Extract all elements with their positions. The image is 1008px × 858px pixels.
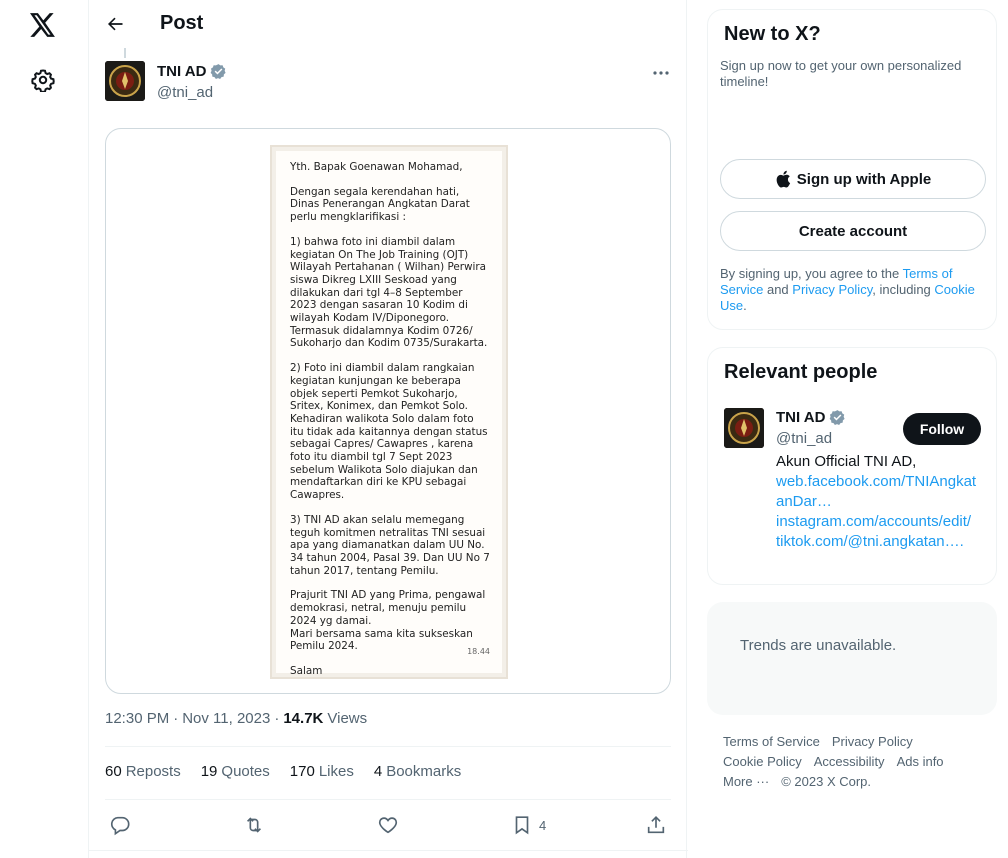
signup-apple-button[interactable]	[720, 159, 986, 199]
signup-subtitle: Sign up now to get your own personalized timeline!	[720, 58, 962, 89]
views-label: Views	[327, 710, 368, 727]
meta-separator: ·	[274, 710, 280, 727]
author-name[interactable]	[157, 63, 227, 80]
person-handle[interactable]: @tni_ad	[776, 430, 833, 447]
footer-link[interactable]: Privacy Policy	[831, 734, 913, 749]
more-icon	[652, 70, 670, 76]
privacy-link[interactable]: Privacy Policy	[792, 282, 873, 297]
signup-card	[707, 9, 997, 330]
legal-prefix: By signing up, you agree to the	[720, 266, 903, 281]
reply-button[interactable]	[109, 808, 131, 842]
footer-link[interactable]: Terms of Service	[723, 734, 820, 749]
legal-suffix: .	[743, 298, 747, 313]
apple-icon	[775, 170, 791, 188]
trends-unavailable-text: Trends are unavailable.	[740, 637, 897, 654]
likes-stat[interactable]	[290, 763, 354, 780]
bookmarks-count: 4	[373, 763, 383, 780]
post-meta	[105, 710, 367, 727]
more-options-button[interactable]	[648, 63, 674, 83]
bookmark-button[interactable]	[511, 808, 546, 842]
gear-icon[interactable]	[30, 67, 56, 93]
footer-copyright: © 2023 X Corp.	[781, 774, 872, 789]
bio-link[interactable]: instagram.com/accounts/edit/	[776, 513, 972, 530]
divider	[105, 746, 671, 747]
verified-badge-icon	[210, 63, 227, 80]
footer-link[interactable]: Ads info	[896, 754, 944, 769]
legal-including: , including	[872, 282, 935, 297]
author-name-text: TNI AD	[157, 63, 207, 80]
repost-icon	[243, 814, 265, 836]
likes-label: Likes	[318, 763, 354, 780]
bio-link[interactable]: tiktok.com/@tni.angkatan….	[776, 533, 964, 550]
post-stats	[105, 763, 461, 780]
terms-link[interactable]: Terms of Service	[720, 266, 953, 297]
back-button[interactable]	[103, 12, 127, 36]
doc-paragraph: Yth. Bapak Goenawan Mohamad,	[290, 161, 463, 173]
bio-text: Akun Official TNI AD,	[776, 453, 917, 470]
meta-separator: ·	[173, 710, 179, 727]
avatar[interactable]	[105, 61, 145, 101]
doc-paragraph: 3) TNI AD akan selalu memegang teguh komitmen netralitas TNI sesuai apa yang diamanatkan dalam UU No. 34 tahun 2004, Pasal 39. Dan UU No 7 tahun 2017, tentang Pemilu.	[290, 513, 490, 577]
relevant-people-title: Relevant people	[724, 361, 878, 383]
bookmarks-label: Bookmarks	[386, 763, 462, 780]
footer-link[interactable]: Accessibility	[813, 754, 885, 769]
person-bio	[776, 452, 982, 552]
heart-icon	[377, 814, 399, 836]
post-time[interactable]: 12:30 PM	[105, 710, 170, 727]
trends-card	[707, 602, 997, 715]
repost-button[interactable]	[243, 808, 265, 842]
divider	[89, 850, 688, 851]
avatar[interactable]	[724, 408, 764, 448]
main-column	[88, 0, 687, 858]
action-bar	[89, 808, 688, 842]
relevant-people-card	[707, 347, 997, 585]
footer-link[interactable]: Cookie Policy	[723, 754, 802, 769]
reposts-stat[interactable]	[105, 763, 181, 780]
page-header	[89, 0, 688, 48]
bio-link[interactable]: web.facebook.com/TNIAngkatanDar…	[776, 473, 977, 510]
signup-legal	[720, 266, 986, 314]
divider	[105, 799, 671, 800]
person-name[interactable]	[776, 409, 846, 426]
doc-paragraph: Prajurit TNI AD yang Prima, pengawal demokrasi, netral, menuju pemilu 2024 yg damai. Mari bersama sama kita sukseskan Pemilu 2024.	[290, 589, 486, 653]
verified-badge-icon	[829, 409, 846, 426]
reply-icon	[109, 814, 131, 836]
share-icon	[645, 814, 667, 836]
person-name-text: TNI AD	[776, 409, 826, 426]
create-account-button[interactable]	[720, 211, 986, 251]
quotes-stat[interactable]	[201, 763, 270, 780]
doc-paragraph: Salam	[290, 664, 323, 677]
doc-timestamp: 18.44	[467, 647, 490, 657]
quotes-count: 19	[200, 763, 218, 780]
author-handle[interactable]: @tni_ad	[157, 84, 214, 101]
reposts-label: Reposts	[125, 763, 181, 780]
post-media[interactable]	[105, 128, 671, 694]
likes-count: 170	[289, 763, 315, 780]
doc-paragraph: Dengan segala kerendahan hati, Dinas Penerangan Angkatan Darat perlu mengklarifikasi :	[290, 185, 470, 224]
share-button[interactable]	[645, 808, 667, 842]
signup-apple-label: Sign up with Apple	[796, 170, 932, 188]
footer-more[interactable]: More ···	[723, 774, 770, 789]
bookmark-icon	[511, 814, 533, 836]
legal-and: and	[763, 282, 793, 297]
quotes-label: Quotes	[221, 763, 270, 780]
post-date[interactable]: Nov 11, 2023	[182, 710, 271, 727]
create-account-label: Create account	[798, 222, 908, 240]
follow-button[interactable]: Follow	[903, 413, 981, 445]
thread-line	[124, 48, 126, 58]
sidebar-footer	[723, 732, 993, 792]
bookmarks-stat[interactable]	[374, 763, 461, 780]
bookmark-count: 4	[539, 817, 547, 833]
page-title: Post	[160, 12, 204, 34]
doc-paragraph: 2) Foto ini diambil dalam rangkaian kegiatan kunjungan ke beberapa objek seperti Pemkot Sukoharjo, Sritex, Konimex, dan Pemkot Solo. Kehadiran walikota Solo dalam foto itu tidak ada kaitannya dengan status sebagai Capres/ Cawapres , karena foto itu diambil tgl 7 Sept 2023 sebelum Walikota Solo diajukan dan mendaftarkan diri ke KPU sebagai Cawapres.	[290, 362, 488, 502]
signup-title: New to X?	[724, 23, 821, 45]
reposts-count: 60	[105, 763, 122, 780]
document-image	[276, 151, 502, 677]
left-nav	[0, 0, 88, 858]
cookie-link[interactable]: Cookie Use	[720, 282, 975, 313]
like-button[interactable]	[377, 808, 399, 842]
arrow-left-icon	[105, 14, 125, 34]
views-count: 14.7K	[283, 710, 324, 727]
x-logo-icon[interactable]	[29, 11, 57, 39]
doc-paragraph: 1) bahwa foto ini diambil dalam kegiatan On The Job Training (OJT) Wilayah Pertahanan ( Wilhan) Perwira siswa Dikreg LXIII Seskoad yang dilakukan dari tgl 4–8 September 2023 dengan sasaran 10 Kodim di wilayah Kodam IV/Diponegoro. Termasuk didalamnya Kodim 0726/ Sukoharjo dan Kodim 0735/Surakarta.	[290, 235, 488, 350]
